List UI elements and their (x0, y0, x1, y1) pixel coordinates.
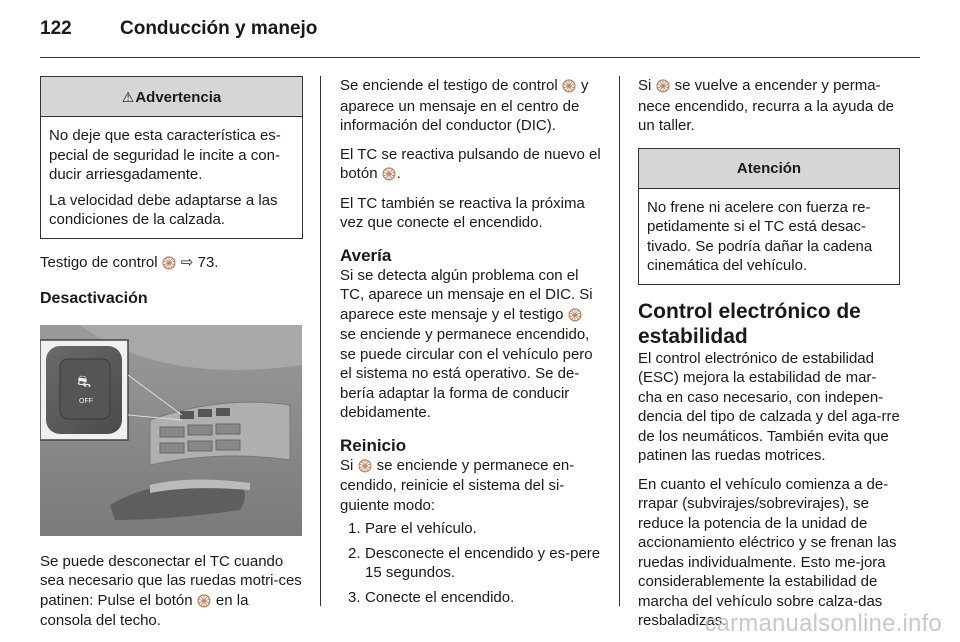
column-1 (40, 76, 303, 631)
paragraph-esc-2: En cuanto el vehículo comienza a de-rrapar (subvirajes/sobrevirajes), se reduce la potencia de la unidad de accionamiento eléctrico y se frenan las ruedas individualmente. Esto me-jora considerablemente la estabilidad de marcha del vehículo sobre calza-das resbaladizas. (638, 475, 897, 629)
heading-averia: Avería (340, 245, 392, 265)
testigo-page-ref[interactable]: 73. (197, 253, 219, 271)
caution-box-body (639, 189, 899, 284)
tc-off-icon: 🛞 (655, 79, 671, 93)
warning-paragraph-2: La velocidad debe adaptarse a las condiciones de la calzada. (49, 191, 278, 228)
paragraph-testigo-dic: Se enciende el testigo de control 🛞 y aparece un mensaje en el centro de información del conductor (DIC). (340, 77, 589, 134)
tc-off-icon: 🛞 (381, 167, 397, 181)
warning-box-body (41, 117, 302, 238)
reinicio-steps (340, 519, 602, 607)
column-3 (638, 76, 900, 631)
svg-text:⛐: ⛐ (77, 371, 91, 391)
page-number: 122 (40, 18, 72, 39)
svg-text:OFF: OFF (79, 397, 93, 405)
testigo-text: Testigo de control (40, 253, 158, 271)
testigo-line (40, 253, 303, 274)
tc-off-icon: 🛞 (357, 458, 373, 473)
tc-off-icon: 🛞 (161, 255, 177, 270)
tc-off-icon: 🛞 (196, 593, 212, 608)
reference-arrow-icon[interactable]: ⇨ (180, 253, 194, 271)
tc-off-icon: 🛞 (567, 307, 583, 322)
paragraph-reactivate-ignition: El TC también se reactiva la próxima vez que conecte el encendido. (340, 194, 585, 231)
paragraph-workshop: Si 🛞 se vuelve a encender y perma-nece encendido, recurra a la ayuda de un taller. (638, 77, 895, 134)
caution-box-title: Atención (639, 149, 899, 189)
paragraph-averia: Si se detecta algún problema con el TC, aparece un mensaje en el DIC. Si aparece este mensaje y el testigo 🛞 se enciende y permanece encendido, se puede circular con el vehículo pero el sistema no está operativo. Se de-bería adaptar la forma de conducir debidamente. (340, 266, 593, 421)
page-header (40, 18, 317, 50)
warning-triangle-icon: ⚠ (121, 89, 135, 105)
desactivacion-description: Se puede desconectar el TC cuando sea necesario que las ruedas motri-ces patinen: Pulse el botón 🛞 en la consola del techo. (40, 552, 302, 629)
caution-box (638, 148, 900, 285)
heading-desactivacion: Desactivación (40, 290, 148, 307)
paragraph-reactivate-button: El TC se reactiva pulsando de nuevo el botón 🛞. (340, 145, 602, 185)
list-item: 1. Pare el vehículo. (348, 520, 477, 537)
tc-off-icon: 🛞 (561, 79, 577, 93)
paragraph-reinicio: Si 🛞 se enciende y permanece en-cendido, reinicie el sistema del si-guiente modo: (340, 456, 575, 514)
heading-reinicio: Reinicio (340, 435, 407, 455)
column-divider-2 (619, 76, 620, 606)
list-item: 2. Desconecte el encendido y es-pere 15 segundos. (348, 544, 601, 581)
roof-console-photo (40, 325, 302, 536)
list-item: 3. Conecte el encendido. (348, 588, 515, 606)
column-divider-1 (320, 76, 321, 606)
warning-box-title (41, 77, 302, 117)
warning-box (40, 76, 303, 239)
warning-paragraph-1: No deje que esta característica es-pecial de seguridad le incite a con-ducir arriesgadamente. (49, 127, 281, 183)
chapter-title: Conducción y manejo (120, 18, 318, 39)
paragraph-esc-1: El control electrónico de estabilidad (ESC) mejora la estabilidad de mar-cha en caso necesario, con indepen-dencia del tipo de calzada y del aga-rre de los neumáticos. También evita que patinen las ruedas motrices. (638, 349, 900, 464)
warning-title-text: Advertencia (135, 89, 222, 106)
watermark: carmanualsonline.info (704, 610, 942, 637)
column-2 (340, 76, 602, 612)
heading-esc: Control electrónico de estabilidad (638, 299, 861, 348)
header-divider (40, 57, 920, 58)
caution-paragraph: No frene ni acelere con fuerza re-petidamente si el TC está desac-tivado. Se podría dañar la cadena cinemática del vehículo. (647, 198, 873, 274)
